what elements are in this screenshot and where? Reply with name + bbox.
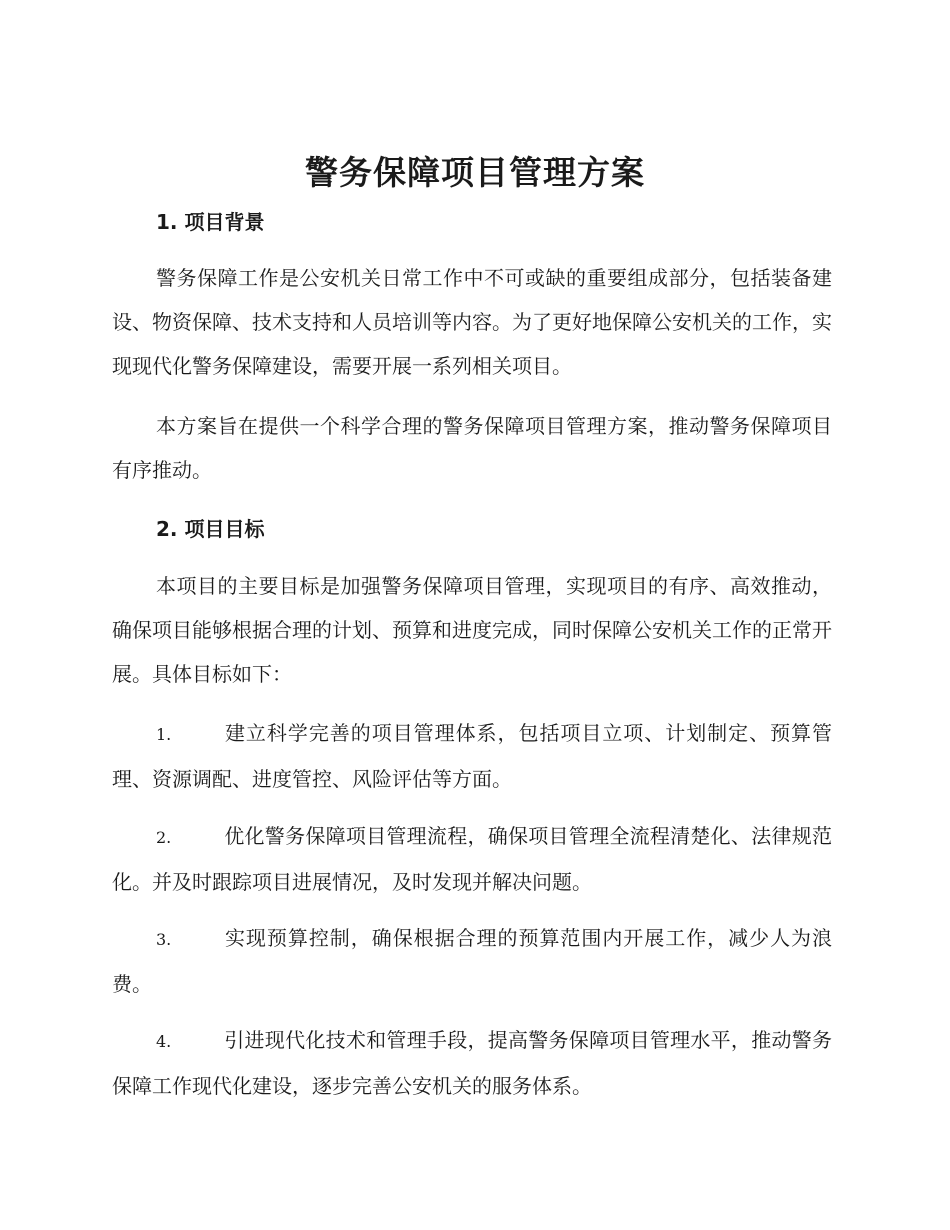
background-paragraph-2: 本方案旨在提供一个科学合理的警务保障项目管理方案，推动警务保障项目有序推动。 — [112, 414, 832, 482]
section-heading-background: 1. 项目背景 — [156, 210, 265, 234]
list-item-text: 建立科学完善的项目管理体系，包括项目立项、计划制定、预算管理、资源调配、进度管控、风险评估等方面。 — [112, 721, 832, 791]
goal-list-item — [112, 711, 832, 801]
document-title: 警务保障项目管理方案 — [305, 153, 645, 192]
goal-list-item — [112, 814, 832, 904]
goal-list-item — [112, 916, 832, 1006]
list-item-number: 3. — [156, 930, 172, 949]
goals-paragraph-1: 本项目的主要目标是加强警务保障项目管理，实现项目的有序、高效推动，确保项目能够根据合理的计划、预算和进度完成，同时保障公安机关工作的正常开展。具体目标如下： — [112, 574, 832, 686]
list-item-number: 2. — [156, 828, 172, 847]
list-item-number: 4. — [156, 1032, 172, 1051]
list-item-text: 实现预算控制，确保根据合理的预算范围内开展工作，减少人为浪费。 — [112, 926, 832, 996]
background-paragraph-1: 警务保障工作是公安机关日常工作中不可或缺的重要组成部分，包括装备建设、物资保障、技术支持和人员培训等内容。为了更好地保障公安机关的工作，实现现代化警务保障建设，需要开展一系列相关项目。 — [112, 266, 832, 378]
list-item-number: 1. — [156, 725, 172, 744]
list-item-text: 优化警务保障项目管理流程，确保项目管理全流程清楚化、法律规范化。并及时跟踪项目进展情况，及时发现并解决问题。 — [112, 824, 832, 894]
goal-list-item — [112, 1018, 832, 1108]
list-item-text: 引进现代化技术和管理手段，提高警务保障项目管理水平，推动警务保障工作现代化建设，逐步完善公安机关的服务体系。 — [112, 1028, 832, 1098]
section-heading-goals: 2. 项目目标 — [156, 517, 265, 541]
